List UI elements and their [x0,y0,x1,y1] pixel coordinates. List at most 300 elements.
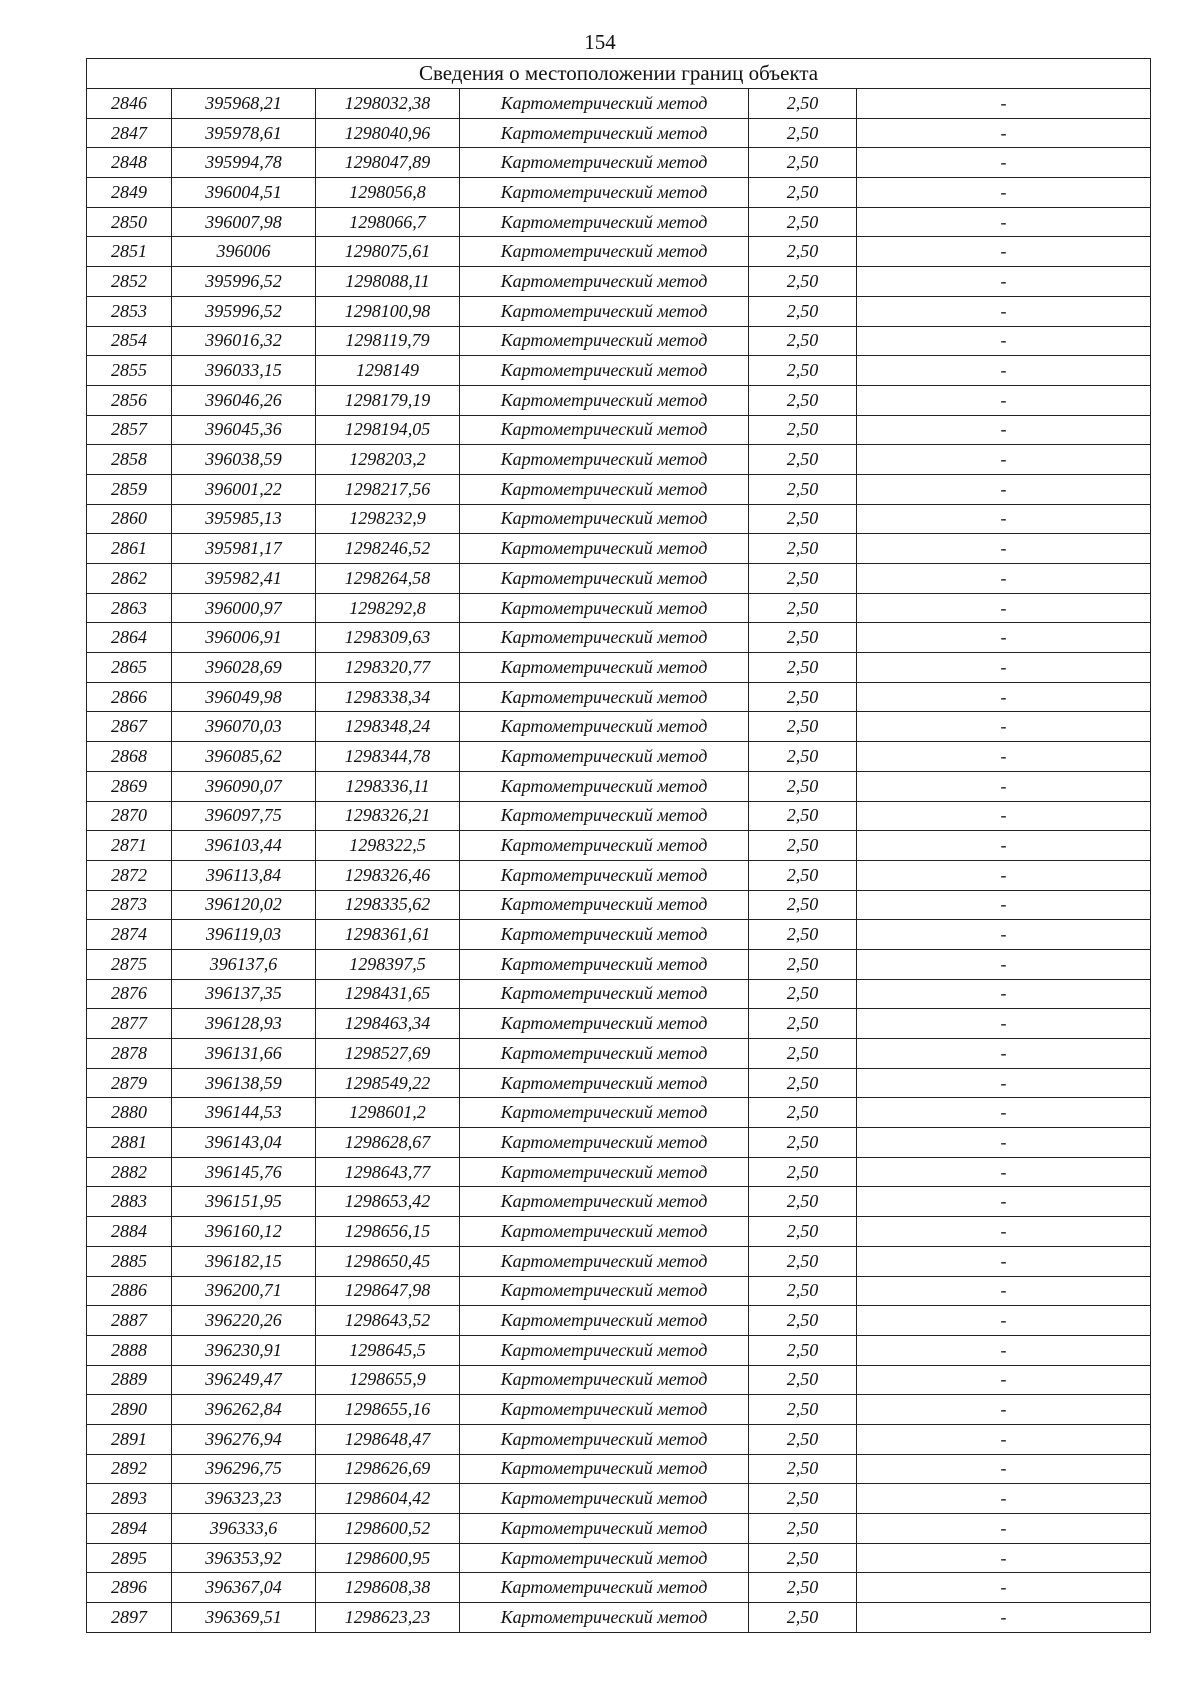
x-coordinate-cell: 396038,59 [172,445,316,475]
description-cell: - [857,1217,1151,1247]
accuracy-cell: 2,50 [749,949,857,979]
y-coordinate-cell: 1298326,46 [316,860,460,890]
table-row [87,771,1151,801]
y-coordinate-cell: 1298100,98 [316,296,460,326]
table-row [87,653,1151,683]
point-number-cell: 2870 [87,801,172,831]
accuracy-cell: 2,50 [749,1128,857,1158]
description-cell: - [857,445,1151,475]
table-row [87,712,1151,742]
x-coordinate-cell: 396138,59 [172,1068,316,1098]
accuracy-cell: 2,50 [749,207,857,237]
x-coordinate-cell: 396007,98 [172,207,316,237]
x-coordinate-cell: 396131,66 [172,1039,316,1069]
point-number-cell: 2849 [87,178,172,208]
point-number-cell: 2893 [87,1484,172,1514]
table-row [87,178,1151,208]
y-coordinate-cell: 1298463,34 [316,1009,460,1039]
description-cell: - [857,890,1151,920]
accuracy-cell: 2,50 [749,1543,857,1573]
x-coordinate-cell: 396249,47 [172,1365,316,1395]
method-cell: Картометрический метод [460,653,749,683]
y-coordinate-cell: 1298032,38 [316,89,460,119]
method-cell: Картометрический метод [460,118,749,148]
method-cell: Картометрический метод [460,564,749,594]
point-number-cell: 2859 [87,474,172,504]
description-cell: - [857,1128,1151,1158]
x-coordinate-cell: 396230,91 [172,1335,316,1365]
x-coordinate-cell: 396137,6 [172,949,316,979]
accuracy-cell: 2,50 [749,742,857,772]
table-row [87,1603,1151,1633]
y-coordinate-cell: 1298338,34 [316,682,460,712]
description-cell: - [857,356,1151,386]
table-row [87,1514,1151,1544]
x-coordinate-cell: 396128,93 [172,1009,316,1039]
point-number-cell: 2892 [87,1454,172,1484]
point-number-cell: 2884 [87,1217,172,1247]
accuracy-cell: 2,50 [749,89,857,119]
x-coordinate-cell: 396070,03 [172,712,316,742]
boundary-coordinates-table [86,58,1151,1633]
table-row [87,1128,1151,1158]
method-cell: Картометрический метод [460,237,749,267]
point-number-cell: 2861 [87,534,172,564]
description-cell: - [857,920,1151,950]
description-cell: - [857,1246,1151,1276]
y-coordinate-cell: 1298232,9 [316,504,460,534]
point-number-cell: 2872 [87,860,172,890]
y-coordinate-cell: 1298655,9 [316,1365,460,1395]
description-cell: - [857,415,1151,445]
y-coordinate-cell: 1298650,45 [316,1246,460,1276]
point-number-cell: 2897 [87,1603,172,1633]
point-number-cell: 2891 [87,1424,172,1454]
description-cell: - [857,1306,1151,1336]
y-coordinate-cell: 1298648,47 [316,1424,460,1454]
method-cell: Картометрический метод [460,296,749,326]
x-coordinate-cell: 396046,26 [172,385,316,415]
method-cell: Картометрический метод [460,534,749,564]
description-cell: - [857,296,1151,326]
point-number-cell: 2883 [87,1187,172,1217]
point-number-cell: 2867 [87,712,172,742]
point-number-cell: 2851 [87,237,172,267]
table-row [87,801,1151,831]
accuracy-cell: 2,50 [749,1395,857,1425]
description-cell: - [857,1454,1151,1484]
table-row [87,1543,1151,1573]
method-cell: Картометрический метод [460,445,749,475]
accuracy-cell: 2,50 [749,415,857,445]
accuracy-cell: 2,50 [749,1573,857,1603]
description-cell: - [857,504,1151,534]
y-coordinate-cell: 1298149 [316,356,460,386]
table-row [87,1009,1151,1039]
y-coordinate-cell: 1298655,16 [316,1395,460,1425]
method-cell: Картометрический метод [460,385,749,415]
accuracy-cell: 2,50 [749,1306,857,1336]
method-cell: Картометрический метод [460,89,749,119]
accuracy-cell: 2,50 [749,326,857,356]
point-number-cell: 2858 [87,445,172,475]
y-coordinate-cell: 1298549,22 [316,1068,460,1098]
table-row [87,682,1151,712]
x-coordinate-cell: 395968,21 [172,89,316,119]
y-coordinate-cell: 1298119,79 [316,326,460,356]
point-number-cell: 2875 [87,949,172,979]
y-coordinate-cell: 1298608,38 [316,1573,460,1603]
x-coordinate-cell: 396200,71 [172,1276,316,1306]
point-number-cell: 2852 [87,267,172,297]
description-cell: - [857,1157,1151,1187]
accuracy-cell: 2,50 [749,682,857,712]
x-coordinate-cell: 396137,35 [172,979,316,1009]
accuracy-cell: 2,50 [749,504,857,534]
x-coordinate-cell: 396145,76 [172,1157,316,1187]
accuracy-cell: 2,50 [749,1009,857,1039]
y-coordinate-cell: 1298647,98 [316,1276,460,1306]
method-cell: Картометрический метод [460,1276,749,1306]
accuracy-cell: 2,50 [749,712,857,742]
description-cell: - [857,89,1151,119]
table-row [87,534,1151,564]
y-coordinate-cell: 1298656,15 [316,1217,460,1247]
y-coordinate-cell: 1298604,42 [316,1484,460,1514]
description-cell: - [857,771,1151,801]
x-coordinate-cell: 396119,03 [172,920,316,950]
description-cell: - [857,1187,1151,1217]
y-coordinate-cell: 1298645,5 [316,1335,460,1365]
accuracy-cell: 2,50 [749,1157,857,1187]
method-cell: Картометрический метод [460,1246,749,1276]
x-coordinate-cell: 396045,36 [172,415,316,445]
point-number-cell: 2876 [87,979,172,1009]
y-coordinate-cell: 1298322,5 [316,831,460,861]
x-coordinate-cell: 396160,12 [172,1217,316,1247]
accuracy-cell: 2,50 [749,1335,857,1365]
method-cell: Картометрический метод [460,1217,749,1247]
description-cell: - [857,1424,1151,1454]
y-coordinate-cell: 1298527,69 [316,1039,460,1069]
accuracy-cell: 2,50 [749,474,857,504]
x-coordinate-cell: 396276,94 [172,1424,316,1454]
method-cell: Картометрический метод [460,1335,749,1365]
table-row [87,296,1151,326]
table-row [87,356,1151,386]
table-row [87,445,1151,475]
y-coordinate-cell: 1298075,61 [316,237,460,267]
x-coordinate-cell: 396085,62 [172,742,316,772]
table-title: Сведения о местоположении границ объекта [87,59,1151,89]
description-cell: - [857,207,1151,237]
table-row [87,920,1151,950]
x-coordinate-cell: 396000,97 [172,593,316,623]
x-coordinate-cell: 396001,22 [172,474,316,504]
point-number-cell: 2850 [87,207,172,237]
point-number-cell: 2882 [87,1157,172,1187]
x-coordinate-cell: 396220,26 [172,1306,316,1336]
table-row [87,504,1151,534]
description-cell: - [857,148,1151,178]
table-row [87,1365,1151,1395]
y-coordinate-cell: 1298626,69 [316,1454,460,1484]
method-cell: Картометрический метод [460,415,749,445]
y-coordinate-cell: 1298397,5 [316,949,460,979]
method-cell: Картометрический метод [460,1187,749,1217]
accuracy-cell: 2,50 [749,1276,857,1306]
y-coordinate-cell: 1298643,52 [316,1306,460,1336]
x-coordinate-cell: 396296,75 [172,1454,316,1484]
y-coordinate-cell: 1298264,58 [316,564,460,594]
method-cell: Картометрический метод [460,178,749,208]
method-cell: Картометрический метод [460,1039,749,1069]
table-row [87,1335,1151,1365]
point-number-cell: 2848 [87,148,172,178]
table-row [87,1424,1151,1454]
point-number-cell: 2887 [87,1306,172,1336]
point-number-cell: 2853 [87,296,172,326]
description-cell: - [857,474,1151,504]
point-number-cell: 2896 [87,1573,172,1603]
table-row [87,118,1151,148]
method-cell: Картометрический метод [460,623,749,653]
x-coordinate-cell: 396004,51 [172,178,316,208]
description-cell: - [857,237,1151,267]
description-cell: - [857,742,1151,772]
x-coordinate-cell: 395996,52 [172,267,316,297]
accuracy-cell: 2,50 [749,1365,857,1395]
description-cell: - [857,385,1151,415]
accuracy-cell: 2,50 [749,801,857,831]
x-coordinate-cell: 395981,17 [172,534,316,564]
point-number-cell: 2866 [87,682,172,712]
method-cell: Картометрический метод [460,1128,749,1158]
method-cell: Картометрический метод [460,920,749,950]
method-cell: Картометрический метод [460,1514,749,1544]
table-row [87,1068,1151,1098]
y-coordinate-cell: 1298179,19 [316,385,460,415]
method-cell: Картометрический метод [460,1543,749,1573]
point-number-cell: 2878 [87,1039,172,1069]
x-coordinate-cell: 395985,13 [172,504,316,534]
table-row [87,1246,1151,1276]
method-cell: Картометрический метод [460,771,749,801]
table-row [87,1187,1151,1217]
method-cell: Картометрический метод [460,1009,749,1039]
y-coordinate-cell: 1298628,67 [316,1128,460,1158]
method-cell: Картометрический метод [460,1306,749,1336]
description-cell: - [857,801,1151,831]
method-cell: Картометрический метод [460,682,749,712]
point-number-cell: 2877 [87,1009,172,1039]
y-coordinate-cell: 1298194,05 [316,415,460,445]
method-cell: Картометрический метод [460,1424,749,1454]
accuracy-cell: 2,50 [749,534,857,564]
x-coordinate-cell: 396333,6 [172,1514,316,1544]
description-cell: - [857,1068,1151,1098]
y-coordinate-cell: 1298056,8 [316,178,460,208]
accuracy-cell: 2,50 [749,1454,857,1484]
table-row [87,1573,1151,1603]
method-cell: Картометрический метод [460,1603,749,1633]
y-coordinate-cell: 1298336,11 [316,771,460,801]
point-number-cell: 2863 [87,593,172,623]
y-coordinate-cell: 1298348,24 [316,712,460,742]
y-coordinate-cell: 1298217,56 [316,474,460,504]
method-cell: Картометрический метод [460,949,749,979]
x-coordinate-cell: 396120,02 [172,890,316,920]
table-row [87,415,1151,445]
description-cell: - [857,564,1151,594]
y-coordinate-cell: 1298335,62 [316,890,460,920]
y-coordinate-cell: 1298601,2 [316,1098,460,1128]
x-coordinate-cell: 396182,15 [172,1246,316,1276]
x-coordinate-cell: 396103,44 [172,831,316,861]
accuracy-cell: 2,50 [749,356,857,386]
accuracy-cell: 2,50 [749,1603,857,1633]
table-body [87,89,1151,1633]
table-row [87,385,1151,415]
table-title-row [87,59,1151,89]
accuracy-cell: 2,50 [749,1068,857,1098]
y-coordinate-cell: 1298431,65 [316,979,460,1009]
point-number-cell: 2871 [87,831,172,861]
y-coordinate-cell: 1298246,52 [316,534,460,564]
point-number-cell: 2880 [87,1098,172,1128]
table-row [87,742,1151,772]
table-row [87,1484,1151,1514]
point-number-cell: 2846 [87,89,172,119]
y-coordinate-cell: 1298344,78 [316,742,460,772]
point-number-cell: 2855 [87,356,172,386]
accuracy-cell: 2,50 [749,1424,857,1454]
x-coordinate-cell: 396262,84 [172,1395,316,1425]
point-number-cell: 2857 [87,415,172,445]
method-cell: Картометрический метод [460,742,749,772]
table-row [87,474,1151,504]
table-row [87,89,1151,119]
accuracy-cell: 2,50 [749,1039,857,1069]
point-number-cell: 2864 [87,623,172,653]
method-cell: Картометрический метод [460,860,749,890]
method-cell: Картометрический метод [460,1068,749,1098]
table-row [87,1306,1151,1336]
table-row [87,237,1151,267]
method-cell: Картометрический метод [460,207,749,237]
table-row [87,1217,1151,1247]
method-cell: Картометрический метод [460,1454,749,1484]
table-row [87,1276,1151,1306]
accuracy-cell: 2,50 [749,1217,857,1247]
y-coordinate-cell: 1298040,96 [316,118,460,148]
y-coordinate-cell: 1298361,61 [316,920,460,950]
accuracy-cell: 2,50 [749,564,857,594]
description-cell: - [857,178,1151,208]
y-coordinate-cell: 1298047,89 [316,148,460,178]
accuracy-cell: 2,50 [749,860,857,890]
x-coordinate-cell: 396033,15 [172,356,316,386]
point-number-cell: 2869 [87,771,172,801]
accuracy-cell: 2,50 [749,385,857,415]
y-coordinate-cell: 1298320,77 [316,653,460,683]
y-coordinate-cell: 1298653,42 [316,1187,460,1217]
x-coordinate-cell: 396323,23 [172,1484,316,1514]
x-coordinate-cell: 395994,78 [172,148,316,178]
x-coordinate-cell: 396367,04 [172,1573,316,1603]
method-cell: Картометрический метод [460,979,749,1009]
description-cell: - [857,1395,1151,1425]
description-cell: - [857,267,1151,297]
table-row [87,148,1151,178]
description-cell: - [857,118,1151,148]
accuracy-cell: 2,50 [749,771,857,801]
page-number: 154 [584,30,616,54]
y-coordinate-cell: 1298643,77 [316,1157,460,1187]
point-number-cell: 2879 [87,1068,172,1098]
point-number-cell: 2868 [87,742,172,772]
description-cell: - [857,1276,1151,1306]
point-number-cell: 2885 [87,1246,172,1276]
x-coordinate-cell: 396006,91 [172,623,316,653]
accuracy-cell: 2,50 [749,1246,857,1276]
accuracy-cell: 2,50 [749,1098,857,1128]
table-row [87,564,1151,594]
point-number-cell: 2888 [87,1335,172,1365]
x-coordinate-cell: 395982,41 [172,564,316,594]
table-row [87,831,1151,861]
x-coordinate-cell: 396006 [172,237,316,267]
point-number-cell: 2873 [87,890,172,920]
description-cell: - [857,326,1151,356]
method-cell: Картометрический метод [460,831,749,861]
method-cell: Картометрический метод [460,267,749,297]
method-cell: Картометрический метод [460,1157,749,1187]
table-row [87,979,1151,1009]
table-row [87,949,1151,979]
point-number-cell: 2894 [87,1514,172,1544]
description-cell: - [857,653,1151,683]
x-coordinate-cell: 396143,04 [172,1128,316,1158]
description-cell: - [857,1335,1151,1365]
description-cell: - [857,831,1151,861]
method-cell: Картометрический метод [460,148,749,178]
accuracy-cell: 2,50 [749,1187,857,1217]
y-coordinate-cell: 1298600,95 [316,1543,460,1573]
method-cell: Картометрический метод [460,504,749,534]
description-cell: - [857,1603,1151,1633]
table-row [87,890,1151,920]
method-cell: Картометрический метод [460,1365,749,1395]
accuracy-cell: 2,50 [749,267,857,297]
description-cell: - [857,1365,1151,1395]
method-cell: Картометрический метод [460,1098,749,1128]
point-number-cell: 2886 [87,1276,172,1306]
x-coordinate-cell: 396097,75 [172,801,316,831]
point-number-cell: 2890 [87,1395,172,1425]
method-cell: Картометрический метод [460,474,749,504]
table-row [87,623,1151,653]
description-cell: - [857,712,1151,742]
accuracy-cell: 2,50 [749,237,857,267]
description-cell: - [857,1098,1151,1128]
description-cell: - [857,623,1151,653]
x-coordinate-cell: 395978,61 [172,118,316,148]
point-number-cell: 2860 [87,504,172,534]
table-row [87,1454,1151,1484]
table-row [87,1039,1151,1069]
x-coordinate-cell: 396113,84 [172,860,316,890]
